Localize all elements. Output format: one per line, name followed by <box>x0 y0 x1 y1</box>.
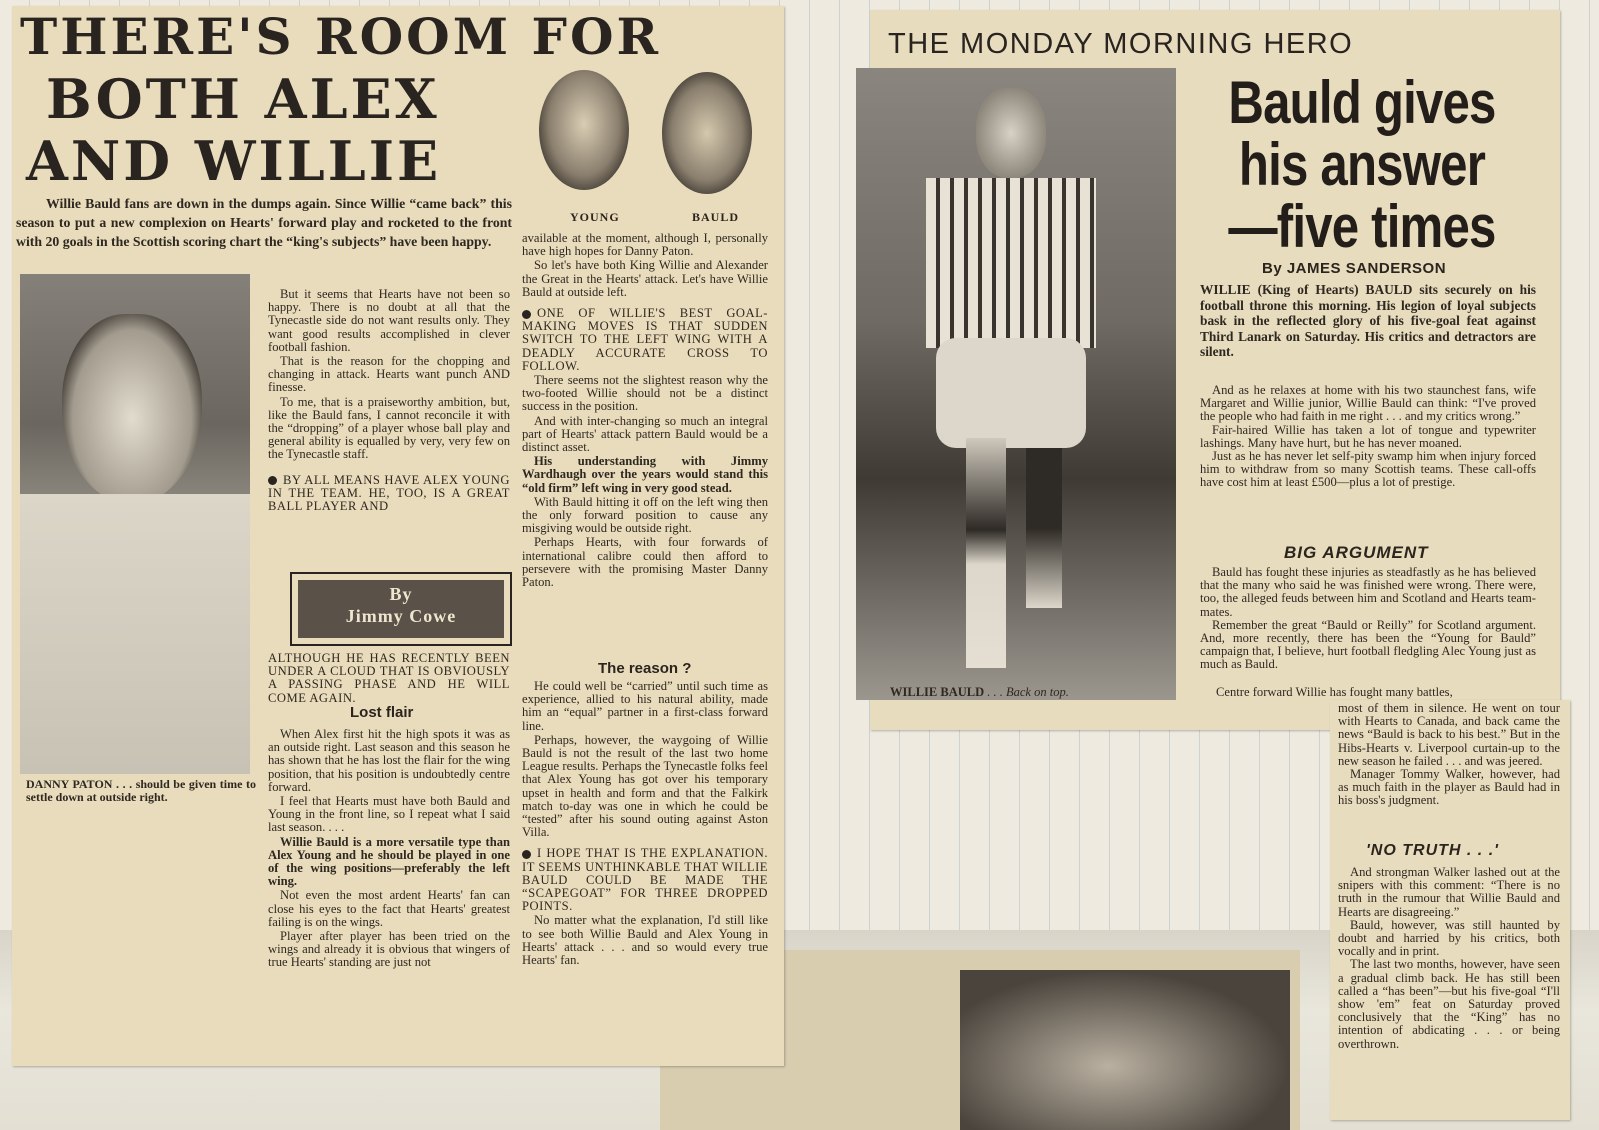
column-2b <box>522 680 768 968</box>
byline-2: By JAMES SANDERSON <box>1262 260 1447 277</box>
kicker: THE MONDAY MORNING HERO <box>888 28 1354 60</box>
bauld-caption-name: WILLIE BAULD <box>890 685 985 699</box>
p2-7: Manager Tommy Walker, however, had as much faith in the player as Bauld had in his boss's judgment. <box>1338 767 1560 808</box>
paras-3 <box>1338 702 1560 808</box>
p2-10: The last two months, however, have seen a gradual climb back. He has still been called a “has been”—but his five-goal “I'll show 'em” feat on Saturday proved conclusively that the “King” has no intention of abdicating . . . or being overthrown. <box>1338 957 1560 1051</box>
paras-2 <box>1200 566 1536 672</box>
para-3-start: Centre forward Willie has fought many battles, <box>1216 685 1453 699</box>
col2d-p2: Perhaps, however, the waygoing of Willie Bauld is not the result of the last two home League results. Perhaps the Tynecastle folks feel that Alex Young has got over his temporary upset in health and form and that the Falkirk match to-day was one in which he could be “tested” after his sound outing against Aston Villa. <box>522 732 768 840</box>
col1c-p2: Player after player has been tried on the wings and already it is obvious that wingers of true Hearts' standing are just not <box>268 929 510 970</box>
headline-line-3: AND WILLIE <box>26 129 442 193</box>
subhead-big-argument: BIG ARGUMENT <box>1284 543 1429 562</box>
col1-caps-1: BY ALL MEANS HAVE ALEX YOUNG IN THE TEAM. HE, TOO, IS A GREAT BALL PLAYER AND <box>268 472 510 514</box>
col2e-p1: No matter what the explanation, I'd still like to see both Willie Bauld and Alex Young in Hearts' attack . . . and so would every true Hearts' fan. <box>522 913 768 968</box>
headline-2-line-3: —five times <box>1228 193 1496 260</box>
paras-4 <box>1338 866 1560 1051</box>
paton-caption-name: DANNY PATON <box>26 777 113 791</box>
bauld-caption-text: . . . Back on top. <box>984 685 1069 699</box>
col2-p1: available at the moment, although I, personally have high hopes for Danny Paton. <box>522 231 768 259</box>
lead-paragraph: WILLIE (King of Hearts) BAULD sits securely on his football throne this morning. His legion of loyal subjects bask in the reflected glory of his five-goal feat against Third Lanark on Saturday. His critics and detractors are silent. <box>1200 282 1536 360</box>
bauld-caption: BAULD <box>692 210 740 224</box>
col2-p2: So let's have both King Willie and Alexander the Great in the Hearts' attack. Let's have Willie Bauld at outside left. <box>522 258 768 299</box>
col1-p2: That is the reason for the chopping and changing in attack. Hearts want punch AND finesse. <box>268 354 510 395</box>
col1-caps-2: ALTHOUGH HE HAS RECENTLY BEEN UNDER A CLOUD THAT IS OBVIOUSLY A PASSING PHASE AND HE WILL COME AGAIN. <box>268 651 510 705</box>
young-caption: YOUNG <box>570 210 620 224</box>
p2-5: Remember the great “Bauld or Reilly” for Scotland argument. And, more recently, there has been the “Young for Bauld” campaign that, I believe, hurt football fledgling Alec Young just as much as Bauld. <box>1200 617 1536 672</box>
column-2 <box>522 232 768 590</box>
col1b-p1: When Alex first hit the high spots it was as an outside right. Last season and this season he has shown that he has lost the flair for the wing position, that his position is undoubtedly centre forward. <box>268 727 510 794</box>
p2-9: Bauld, however, was still haunted by doubt and harried by his critics, both vocally and in print. <box>1338 917 1560 959</box>
headline-2-line-1: Bauld gives <box>1228 69 1496 136</box>
p2-3: Just as he has never let self-pity swamp him when injury forced him to withdraw from so many Scottish teams. These call-offs have cost him at least £500—plus a lot of prestige. <box>1200 449 1536 490</box>
subhead-lost-flair: Lost flair <box>350 704 414 721</box>
subhead-no-truth: 'NO TRUTH . . .' <box>1366 842 1499 859</box>
young-headshot <box>539 70 629 190</box>
headline-line-2: BOTH ALEX <box>46 67 440 131</box>
willie-bauld-photo <box>856 68 1176 700</box>
col2-p5: With Bauld hitting it off on the left wing then the only forward position to cause any misgiving would be outside right. <box>522 494 768 536</box>
p2-8: And strongman Walker lashed out at the snipers with this comment: “There is no truth in the rumour that Willie Bauld and Hearts are disagreeing.” <box>1338 865 1560 919</box>
col1c-p1: Not even the most ardent Hearts' fan can close his eyes to the fact that Hearts' greatest failing is on the wings. <box>268 888 510 929</box>
article-monday-morning-hero <box>870 10 1560 730</box>
col1-p3: To me, that is a praiseworthy ambition, but, like the Bauld fans, I cannot reconcile it with the “dropping” of a player whose ball play and general ability is equalled by very, very few on the Tynecastle staff. <box>268 394 510 462</box>
p2-6: most of them in silence. He went on tour with Hearts to Canada, and back came the news “Bauld is back to his best.” But in the Hibs-Hearts v. Liverpool curtain-up to the new season he failed . . . and was jeered. <box>1338 701 1560 768</box>
p2-1: And as he relaxes at home with his two staunchest fans, wife Margaret and Willie junior, Willie Bauld can think: “I've proved the people who had faith in me right . . . and my critics wrong.” <box>1200 383 1536 424</box>
col2-bold: His understanding with Jimmy Wardhaugh over the years would stand this “old firm” left wing in very good stead. <box>522 454 768 495</box>
col2-p3: There seems not the slightest reason why the two-footed Willie should not be a distinct success in the position. <box>522 373 768 414</box>
main-headline <box>1214 69 1509 260</box>
col1b-bold: Willie Bauld is a more versatile type than Alex Young and he should be played in one of the wing positions—preferably the left wing. <box>268 834 510 889</box>
byline-box <box>290 572 512 646</box>
headline-line-1: THERE'S ROOM FOR <box>20 7 662 66</box>
paton-caption-text: . . . should be given time to settle down at outside right. <box>26 777 256 804</box>
headline-2-line-2: his answer <box>1238 131 1486 198</box>
article-monday-continued <box>1216 685 1570 1120</box>
col1-p1: But it seems that Hearts have not been so happy. There is no doubt at all that the Tynecastle side do not want results only. They want good results accomplished in clever football fashion. <box>268 287 510 354</box>
col2d-p1: He could well be “carried” until such time as experience, allied to his natural ability, made him an “equal” partner in a first-class forward line. <box>522 679 768 733</box>
col2-p6: Perhaps Hearts, with four forwards of international calibre could then afford to persevere with the promising Master Danny Paton. <box>522 535 768 590</box>
bauld-headshot <box>662 72 752 194</box>
column-1c <box>268 728 510 971</box>
byline-by: By <box>389 584 413 604</box>
intro-text: Willie Bauld fans are down in the dumps again. Since Willie “came back” this season to put a new complexion on Hearts' forward play and rocketed to the front with 20 goals in the Scottish scoring chart the “king's subjects” have been happy. <box>16 196 512 249</box>
underlying-photo <box>960 970 1290 1130</box>
paras-1 <box>1200 384 1536 490</box>
subhead-the-reason: The reason ? <box>598 660 692 677</box>
byline-name: Jimmy Cowe <box>345 606 457 626</box>
column-1b <box>268 652 510 706</box>
p2-4: Bauld has fought these injuries as steadfastly as he has believed that the many who said he was finished were wrong. There were, too, the alleged feuds between him and Scotland and Hearts team-mates. <box>1200 565 1536 619</box>
bauld-photo-caption <box>890 686 1190 699</box>
col2-caps-2: I HOPE THAT IS THE EXPLANATION. IT SEEMS UNTHINKABLE THAT WILLIE BAULD COULD BE MADE THE “SCAPEGOAT” FOR THREE DROPPED POINTS. <box>522 846 768 914</box>
col1b-p2: I feel that Hearts must have both Bauld and Young in the front line, so I repeat what I said last season. . . . <box>268 794 510 835</box>
article-room-for-both <box>12 6 784 1066</box>
danny-paton-photo <box>20 274 250 774</box>
paton-caption <box>26 778 256 804</box>
col2-caps-1: ONE OF WILLIE'S BEST GOAL-MAKING MOVES IS THAT SUDDEN SWITCH TO THE LEFT WING WITH A DEADLY ACCURATE CROSS TO FOLLOW. <box>522 306 768 373</box>
column-1 <box>268 288 510 514</box>
col2-p4: And with inter-changing so much an integral part of Hearts' attack pattern Bauld would be a distinct asset. <box>522 413 768 455</box>
p2-2: Fair-haired Willie has taken a lot of tongue and typewriter lashings. Many have hurt, but he has never moaned. <box>1200 422 1536 450</box>
